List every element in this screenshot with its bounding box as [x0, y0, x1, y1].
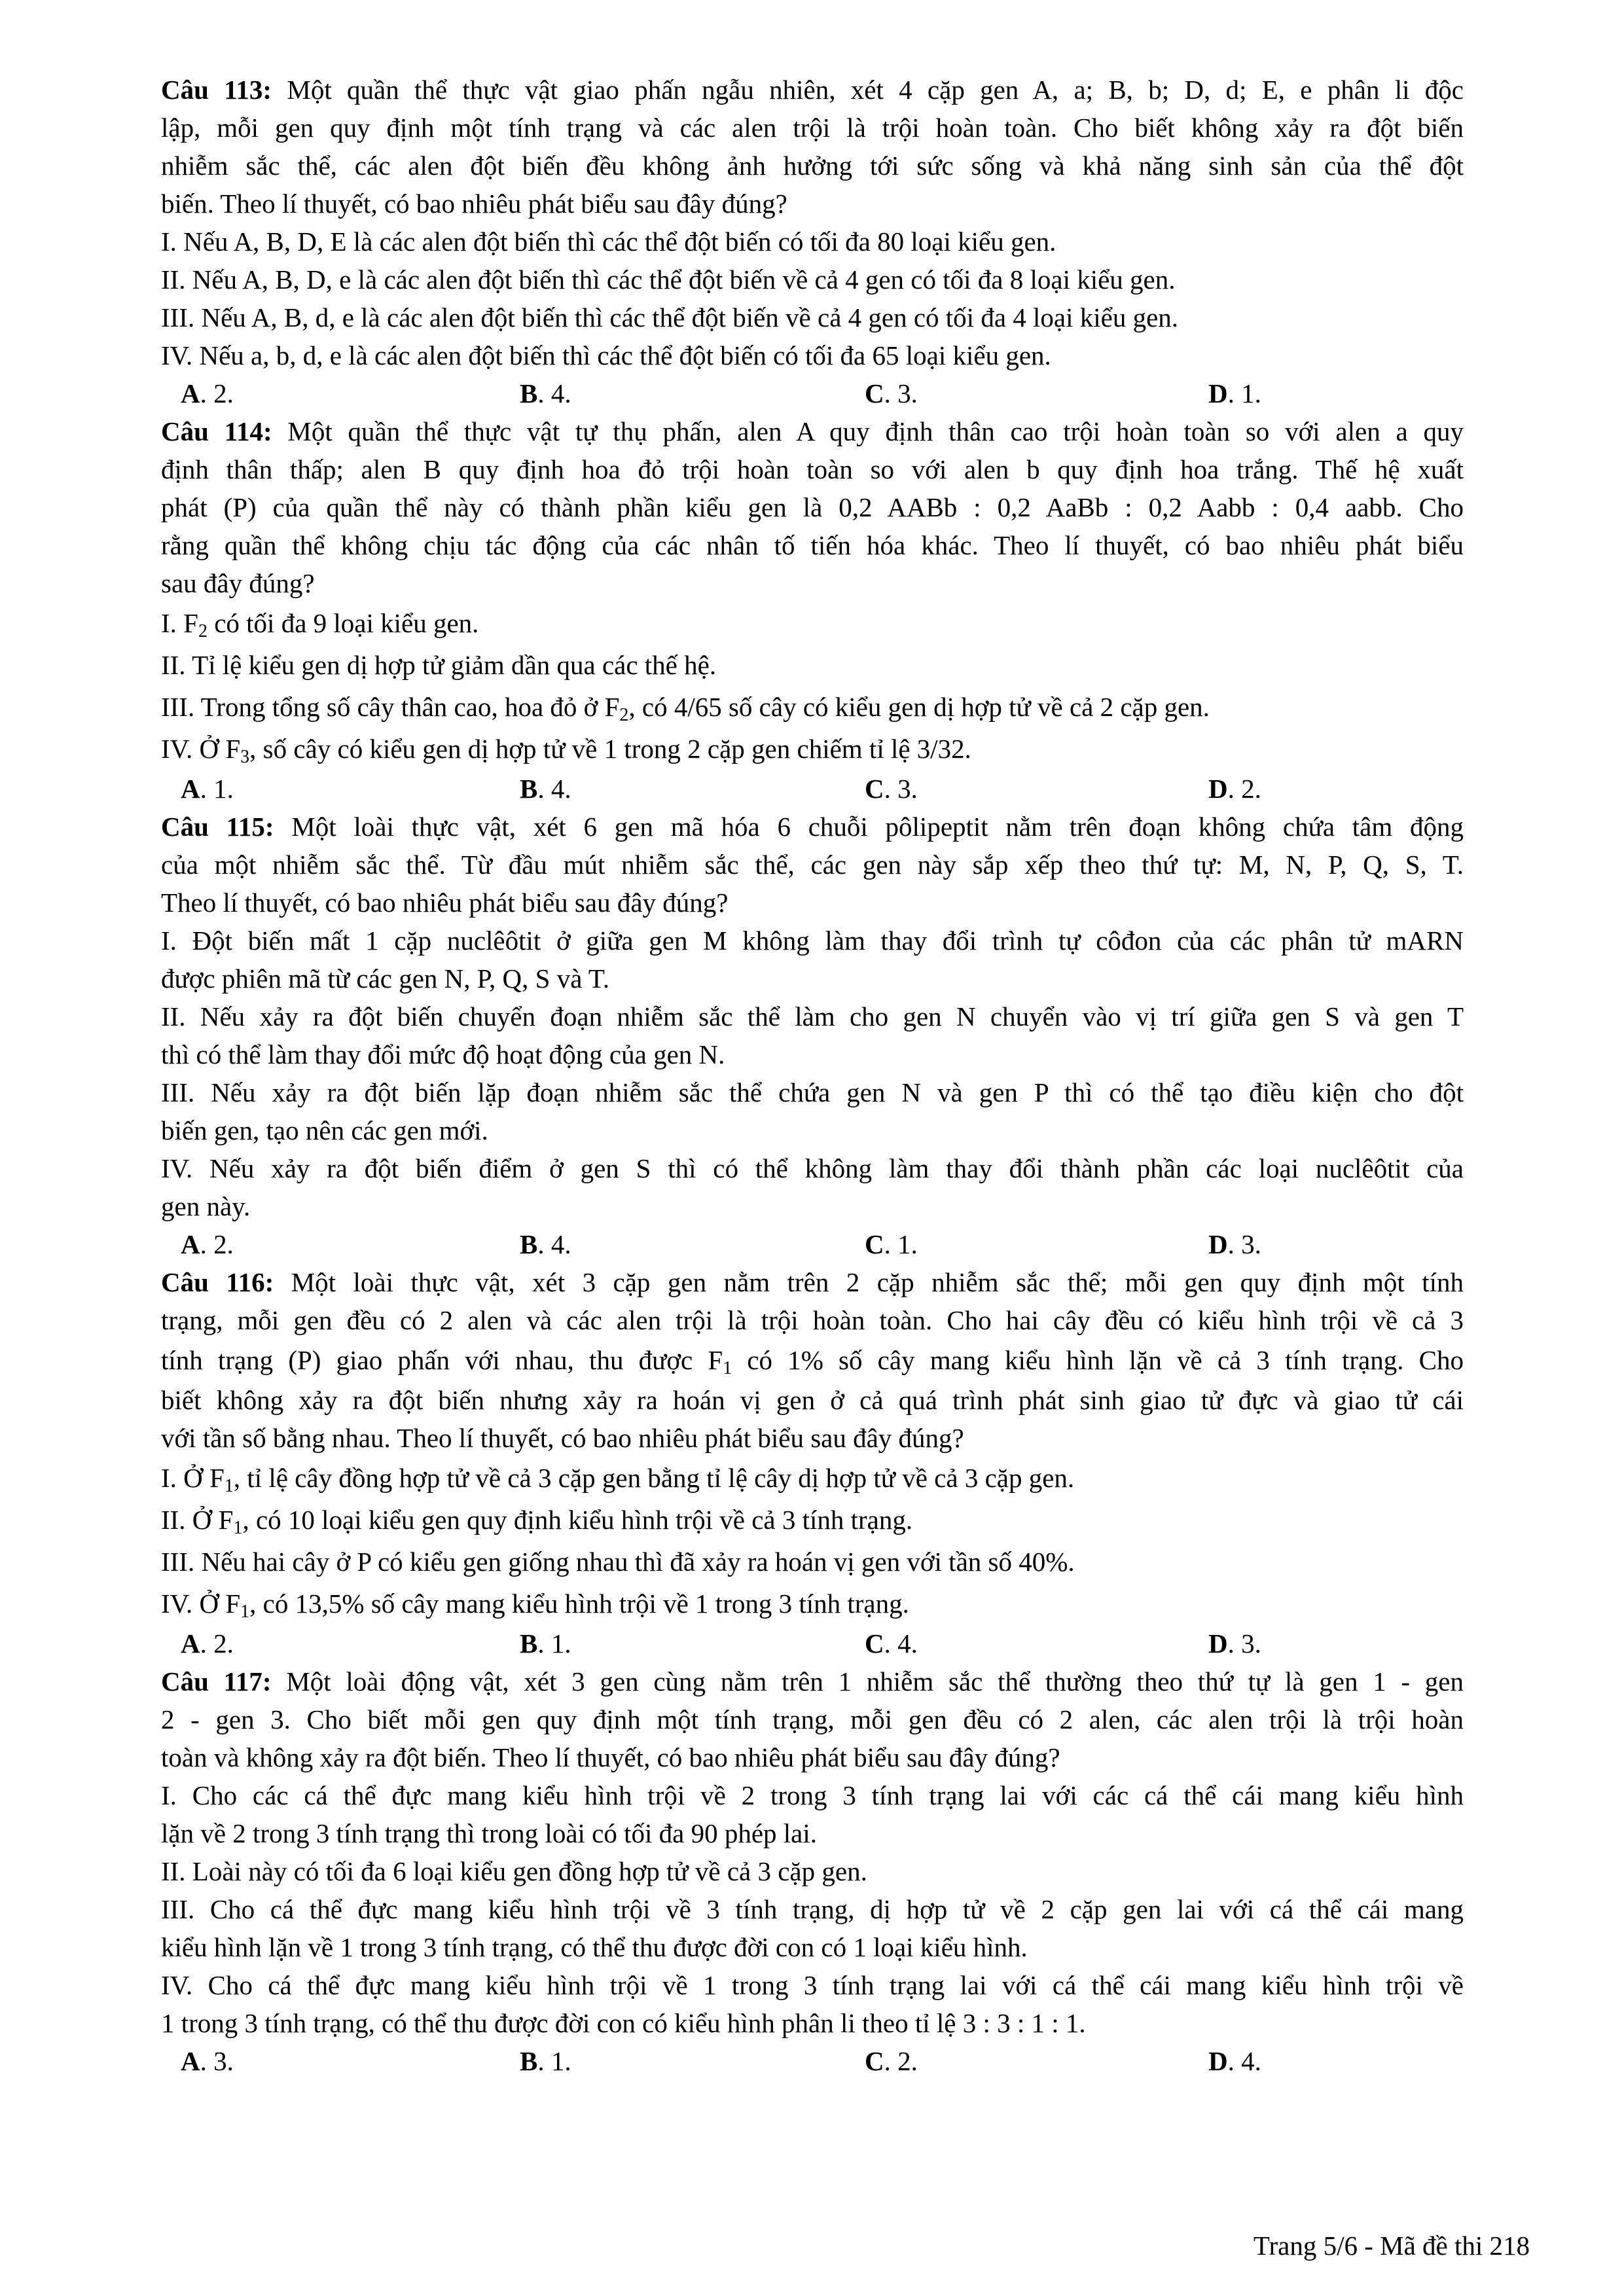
- option-c[interactable]: C. 4.: [865, 1628, 918, 1659]
- option-a[interactable]: A. 1.: [181, 774, 234, 804]
- option-c[interactable]: C. 3.: [865, 378, 918, 408]
- question-stem-line: Câu 114: Một quần thể thực vật tự thụ phấn, alen A quy định thân cao trội hoàn toàn so với alen a quy: [161, 416, 1464, 446]
- question-number: Câu 116:: [161, 1267, 274, 1297]
- question-stem-line: định thân thấp; alen B quy định hoa đỏ trội hoàn toàn so với alen b quy định hoa trắng. Thế hệ xuất: [161, 454, 1464, 484]
- option-c[interactable]: C. 2.: [865, 2046, 918, 2076]
- statement: I. Nếu A, B, D, E là các alen đột biến thì các thể đột biến có tối đa 80 loại kiểu gen.: [161, 226, 1056, 257]
- option-d[interactable]: D. 4.: [1208, 2046, 1261, 2076]
- statement: IV. Ở $F_1$, có 13,5% số cây mang kiểu hình trội về 1 trong 3 tính trạng.: [161, 1588, 909, 1622]
- question-number: Câu 114:: [161, 416, 272, 446]
- option-d[interactable]: D. 3.: [1208, 1628, 1261, 1659]
- statement: III. Cho cá thể đực mang kiểu hình trội về 3 tính trạng, dị hợp tử về 2 cặp gen lai với cá thể cái mang: [161, 1894, 1464, 1924]
- statement: II. Nếu xảy ra đột biến chuyển đoạn nhiễm sắc thể làm cho gen N chuyển vào vị trí giữa gen S và gen T: [161, 1001, 1464, 1031]
- option-b[interactable]: B. 1.: [520, 1628, 571, 1659]
- answer-options: [161, 1225, 1464, 1263]
- statement: II. Tỉ lệ kiểu gen dị hợp tử giảm dần qua các thế hệ.: [161, 650, 717, 680]
- question-stem-line: của một nhiễm sắc thể. Từ đầu mút nhiễm sắc thể, các gen này sắp xếp theo thứ tự: M, N, P, Q, S, T.: [161, 850, 1464, 880]
- question-113: [161, 71, 1464, 412]
- option-a[interactable]: A. 3.: [181, 2046, 234, 2076]
- statement: III. Nếu xảy ra đột biến lặp đoạn nhiễm sắc thể chứa gen N và gen P thì có thể tạo điều kiện cho đột: [161, 1077, 1464, 1107]
- statement: I. Ở $F_1$, tỉ lệ cây đồng hợp tử về cả 3 cặp gen bằng tỉ lệ cây dị hợp tử về cả 3 cặp gen.: [161, 1463, 1075, 1496]
- question-stem-line: biết không xảy ra đột biến nhưng xảy ra hoán vị gen ở cả quá trình phát sinh giao tử đực và giao tử cái: [161, 1385, 1464, 1415]
- question-stem-line: biến. Theo lí thuyết, có bao nhiêu phát biểu sau đây đúng?: [161, 188, 787, 219]
- question-stem-line: tính trạng (P) giao phấn với nhau, thu được $F_1$ có 1% số cây mang kiểu hình lặn về cả 3 tính trạng. Cho: [161, 1345, 1464, 1378]
- statement: I. Cho các cá thể đực mang kiểu hình trội về 2 trong 3 tính trạng lai với các cá thể cái mang kiểu hình: [161, 1780, 1464, 1810]
- option-b[interactable]: B. 1.: [520, 2046, 571, 2076]
- statement: IV. Cho cá thể đực mang kiểu hình trội về 1 trong 3 tính trạng lai với cá thể cái mang kiểu hình trội về: [161, 1970, 1464, 2000]
- question-stem-line: toàn và không xảy ra đột biến. Theo lí thuyết, có bao nhiêu phát biểu sau đây đúng?: [161, 1742, 1060, 1772]
- question-number: Câu 113:: [161, 75, 272, 105]
- option-b[interactable]: B. 4.: [520, 774, 571, 804]
- option-b[interactable]: B. 4.: [520, 378, 571, 408]
- option-a[interactable]: A. 2.: [181, 1628, 234, 1659]
- question-116: [161, 1263, 1464, 1662]
- page-footer: Trang 5/6 - Mã đề thi 218: [1253, 2231, 1530, 2261]
- statement: I. Đột biến mất 1 cặp nuclêôtit ở giữa gen M không làm thay đổi trình tự côđon của các phân tử mARN: [161, 925, 1464, 956]
- option-a[interactable]: A. 2.: [181, 1229, 234, 1259]
- statement: I. $F_2$ có tối đa 9 loại kiểu gen.: [161, 608, 479, 641]
- question-114: [161, 412, 1464, 808]
- question-stem-line: lập, mỗi gen quy định một tính trạng và các alen trội là trội hoàn toàn. Cho biết không xảy ra đột biến: [161, 113, 1464, 143]
- statement-continued: được phiên mã từ các gen N, P, Q, S và T.: [161, 963, 610, 994]
- question-stem-line: nhiễm sắc thể, các alen đột biến đều không ảnh hưởng tới sức sống và khả năng sinh sản của thể đột: [161, 151, 1464, 181]
- statement-continued: kiểu hình lặn về 1 trong 3 tính trạng, có thể thu được đời con có 1 loại kiểu hình.: [161, 1932, 1028, 1962]
- answer-options: [161, 1624, 1464, 1662]
- question-stem-line: Câu 115: Một loài thực vật, xét 6 gen mã hóa 6 chuỗi pôlipeptit nằm trên đoạn không chứa tâm động: [161, 812, 1464, 842]
- option-d[interactable]: D. 2.: [1208, 774, 1261, 804]
- question-stem-line: Theo lí thuyết, có bao nhiêu phát biểu sau đây đúng?: [161, 888, 729, 918]
- question-stem-line: Câu 113: Một quần thể thực vật giao phấn ngẫu nhiên, xét 4 cặp gen A, a; B, b; D, d; E, e phân li độc: [161, 75, 1464, 105]
- statement: III. Trong tổng số cây thân cao, hoa đỏ ở $F_2$, có 4/65 số cây có kiểu gen dị hợp tử về cả 2 cặp gen.: [161, 692, 1210, 725]
- statement: III. Nếu A, B, d, e là các alen đột biến thì các thể đột biến về cả 4 gen có tối đa 4 loại kiểu gen.: [161, 302, 1179, 332]
- question-stem-line: phát (P) của quần thể này có thành phần kiểu gen là 0,2 AABb : 0,2 AaBb : 0,2 Aabb : 0,4 aabb. Cho: [161, 492, 1464, 522]
- exam-page: [161, 71, 1464, 2080]
- statement: II. Loài này có tối đa 6 loại kiểu gen đồng hợp tử về cả 3 cặp gen.: [161, 1856, 867, 1886]
- option-c[interactable]: C. 1.: [865, 1229, 918, 1259]
- statement-continued: lặn về 2 trong 3 tính trạng thì trong loài có tối đa 90 phép lai.: [161, 1818, 818, 1848]
- statement-continued: 1 trong 3 tính trạng, có thể thu được đời con có kiểu hình phân li theo tỉ lệ 3 : 3 : 1 : 1.: [161, 2008, 1086, 2038]
- question-115: [161, 808, 1464, 1263]
- question-stem-line: sau đây đúng?: [161, 568, 315, 598]
- statement: IV. Nếu xảy ra đột biến điểm ở gen S thì có thể không làm thay đổi thành phần các loại nuclêôtit của: [161, 1153, 1464, 1183]
- question-stem-line: 2 - gen 3. Cho biết mỗi gen quy định một tính trạng, mỗi gen đều có 2 alen, các alen trội là trội hoàn: [161, 1704, 1464, 1734]
- question-stem-line: với tần số bằng nhau. Theo lí thuyết, có bao nhiêu phát biểu sau đây đúng?: [161, 1423, 964, 1453]
- statement: III. Nếu hai cây ở P có kiểu gen giống nhau thì đã xảy ra hoán vị gen với tần số 40%.: [161, 1547, 1075, 1577]
- option-b[interactable]: B. 4.: [520, 1229, 571, 1259]
- question-stem-line: trạng, mỗi gen đều có 2 alen và các alen trội là trội hoàn toàn. Cho hai cây đều có kiểu hình trội về cả 3: [161, 1305, 1464, 1335]
- question-stem-line: Câu 116: Một loài thực vật, xét 3 cặp gen nằm trên 2 cặp nhiễm sắc thể; mỗi gen quy định một tính: [161, 1267, 1464, 1297]
- answer-options: [161, 770, 1464, 808]
- statement-continued: gen này.: [161, 1191, 251, 1221]
- option-a[interactable]: A. 2.: [181, 378, 234, 408]
- question-number: Câu 115:: [161, 812, 274, 842]
- statement: II. Nếu A, B, D, e là các alen đột biến thì các thể đột biến về cả 4 gen có tối đa 8 loại kiểu gen.: [161, 264, 1176, 295]
- statement-continued: biến gen, tạo nên các gen mới.: [161, 1115, 488, 1145]
- option-d[interactable]: D. 1.: [1208, 378, 1261, 408]
- option-d[interactable]: D. 3.: [1208, 1229, 1261, 1259]
- question-number: Câu 117:: [161, 1666, 272, 1696]
- answer-options: [161, 374, 1464, 412]
- question-117: [161, 1662, 1464, 2080]
- question-stem-line: rằng quần thể không chịu tác động của các nhân tố tiến hóa khác. Theo lí thuyết, có bao nhiêu phát biểu: [161, 530, 1464, 560]
- statement-continued: thì có thể làm thay đổi mức độ hoạt động của gen N.: [161, 1039, 725, 1069]
- answer-options: [161, 2042, 1464, 2080]
- statement: IV. Nếu a, b, d, e là các alen đột biến thì các thể đột biến có tối đa 65 loại kiểu gen.: [161, 340, 1051, 370]
- option-c[interactable]: C. 3.: [865, 774, 918, 804]
- question-stem-line: Câu 117: Một loài động vật, xét 3 gen cùng nằm trên 1 nhiễm sắc thể thường theo thứ tự là gen 1 - gen: [161, 1666, 1464, 1696]
- statement: IV. Ở $F_3$, số cây có kiểu gen dị hợp tử về 1 trong 2 cặp gen chiếm tỉ lệ 3/32.: [161, 734, 971, 767]
- statement: II. Ở $F_1$, có 10 loại kiểu gen quy định kiểu hình trội về cả 3 tính trạng.: [161, 1505, 913, 1538]
